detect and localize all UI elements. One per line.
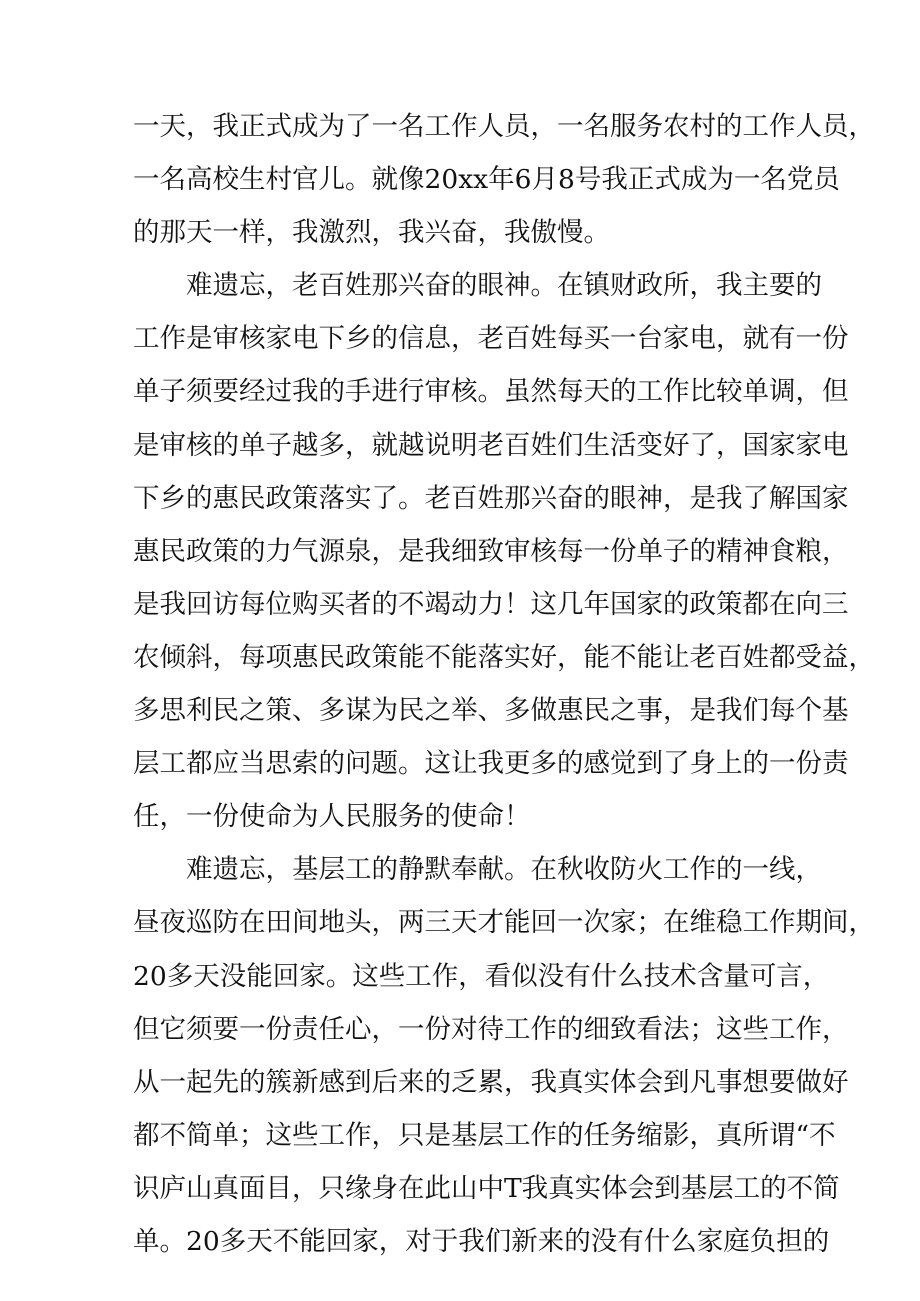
text-line: 但它须要一份责任心，一份对待工作的细致看法；这些工作， — [133, 1013, 849, 1045]
body-text — [133, 100, 875, 1268]
text-line: 是我回访每位购买者的不竭动力！这几年国家的政策都在向三 — [133, 588, 849, 620]
text-line: 的那天一样，我激烈，我兴奋，我傲慢。 — [133, 217, 610, 249]
text-line: 下乡的惠民政策落实了。老百姓那兴奋的眼神，是我了解国家 — [133, 482, 849, 514]
text-line: 农倾斜，每项惠民政策能不能落实好，能不能让老百姓都受益， — [133, 641, 875, 673]
text-line: 昼夜巡防在田间地头，两三天才能回一次家；在维稳工作期间， — [133, 907, 875, 939]
text-line: 多思利民之策、多谋为民之举、多做惠民之事，是我们每个基 — [133, 695, 849, 727]
text-line: 难遗忘，老百姓那兴奋的眼神。在镇财政所，我主要的 — [186, 270, 822, 302]
text-line: 单子须要经过我的手进行审核。虽然每天的工作比较单调，但 — [133, 376, 849, 408]
text-line: 20多天没能回家。这些工作，看似没有什么技术含量可言， — [133, 960, 830, 992]
text-line: 层工都应当思索的问题。这让我更多的感觉到了身上的一份责 — [133, 748, 849, 780]
text-line: 识庐山真面目，只缘身在此山中T我真实体会到基层工的不简 — [133, 1172, 840, 1204]
text-line: 惠民政策的力气源泉，是我细致审核每一份单子的精神食粮， — [133, 535, 849, 567]
text-line: 是审核的单子越多，就越说明老百姓们生活变好了，国家家电 — [133, 429, 849, 461]
text-line: 难遗忘，基层工的静默奉献。在秋收防火工作的一线， — [186, 854, 822, 886]
text-line: 从一起先的簇新感到后来的乏累，我真实体会到凡事想要做好 — [133, 1066, 849, 1098]
text-line: 一天，我正式成为了一名工作人员，一名服务农村的工作人员， — [133, 111, 875, 142]
text-line: 一名高校生村官儿。就像20xx年6月8号我正式成为一名党员 — [133, 164, 840, 196]
text-line: 都不简单；这些工作，只是基层工作的任务缩影，真所谓“不 — [133, 1119, 836, 1151]
text-line: 工作是审核家电下乡的信息，老百姓每买一台家电，就有一份 — [133, 323, 849, 355]
text-line: 任，一份使命为人民服务的使命！ — [133, 801, 531, 833]
text-line: 单。20多天不能回家，对于我们新来的没有什么家庭负担的 — [133, 1225, 830, 1257]
